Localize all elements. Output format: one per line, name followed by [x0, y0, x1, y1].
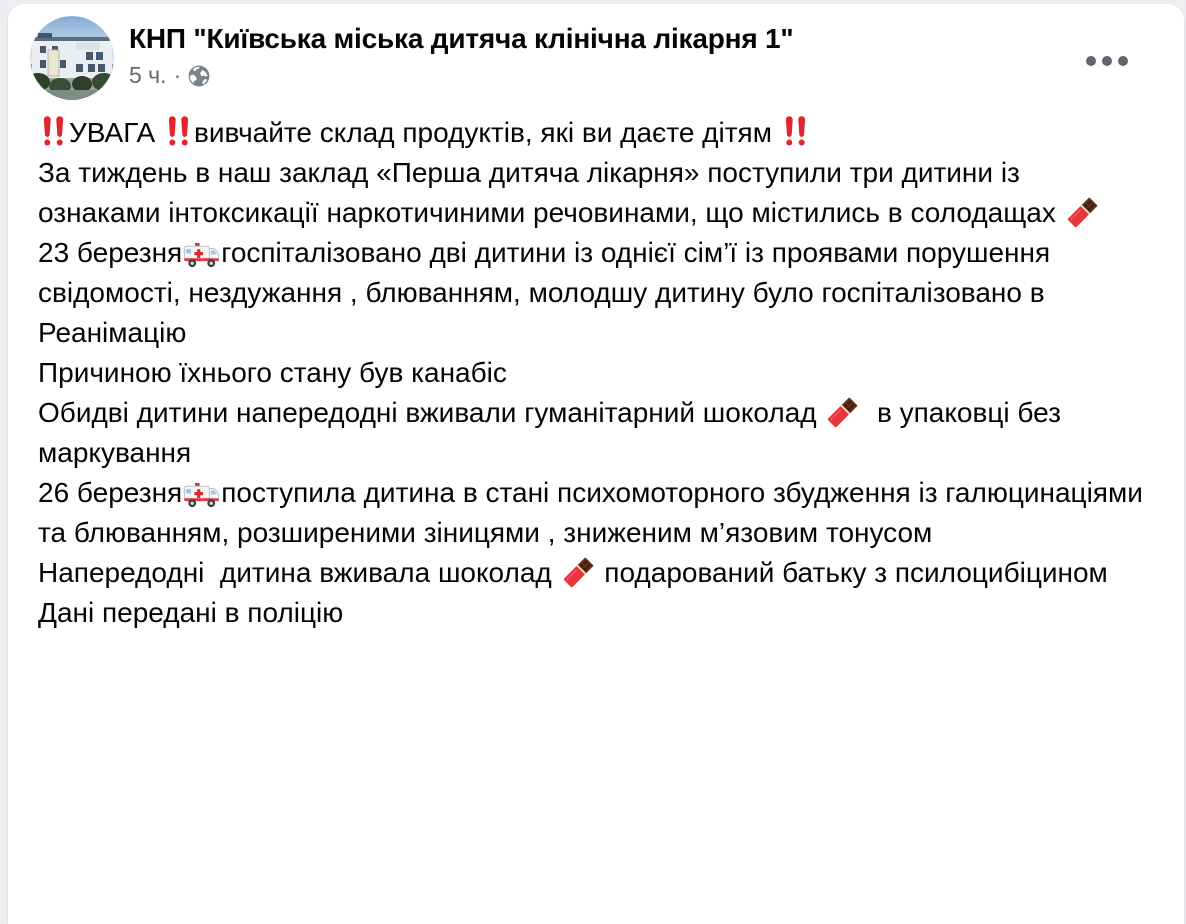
- ambulance-icon: [183, 479, 220, 510]
- double-exclamation-icon: [41, 115, 66, 146]
- post-paragraph: 26 березня поступила дитина в стані психомоторного збудження із галюцинаціями та блюванням, розширеними зіницями , зниженим м’язовим тонусом: [38, 477, 1151, 548]
- more-options-button[interactable]: [1078, 48, 1136, 74]
- header-text: [129, 16, 794, 87]
- post-header: [8, 4, 1184, 100]
- post-meta: [129, 63, 794, 87]
- post-paragraph: УВАГА вивчайте склад продуктів, які ви даєте дітям: [38, 113, 1148, 153]
- post-paragraph: 23 березня госпіталізовано дві дитини із однієї сім’ї із проявами порушення свідомості, нездужання , блюванням, молодшу дитину було госпіталізовано в Реанімацію: [38, 237, 1058, 348]
- double-exclamation-icon: [783, 115, 808, 146]
- hospital-building-photo: [30, 16, 114, 100]
- page-name-link[interactable]: КНП "Київська міська дитяча клінічна лікарня 1": [129, 23, 794, 54]
- post-paragraph: Обидві дитини напередодні вживали гуманітарний шоколад в упаковці без маркування: [38, 397, 1069, 468]
- post-paragraph: Дані передані в поліцію: [38, 597, 344, 628]
- post-card: [8, 4, 1184, 924]
- ambulance-icon: [183, 239, 220, 270]
- post-paragraph: Напередодні дитина вживала шоколад подарований батьку з псилоцибіцином: [38, 557, 1108, 588]
- chocolate-bar-icon: [826, 396, 859, 429]
- page-avatar[interactable]: [30, 16, 114, 100]
- double-exclamation-icon: [166, 115, 191, 146]
- dot-icon: [1102, 56, 1112, 66]
- post-text: [8, 100, 1184, 657]
- dot-icon: [1086, 56, 1096, 66]
- timestamp[interactable]: 5 ч.: [129, 62, 167, 88]
- post-paragraph: За тиждень в наш заклад «Перша дитяча лікарня» поступили три дитини із ознаками інтоксикації наркотичиними речовинами, що містились в солодащах: [38, 153, 1148, 233]
- post-paragraph: Причиною їхнього стану був канабіс: [38, 357, 507, 388]
- globe-icon: [188, 65, 210, 87]
- dot-icon: [1118, 56, 1128, 66]
- chocolate-bar-icon: [562, 556, 595, 589]
- meta-separator: ·: [173, 62, 182, 88]
- chocolate-bar-icon: [1066, 196, 1099, 229]
